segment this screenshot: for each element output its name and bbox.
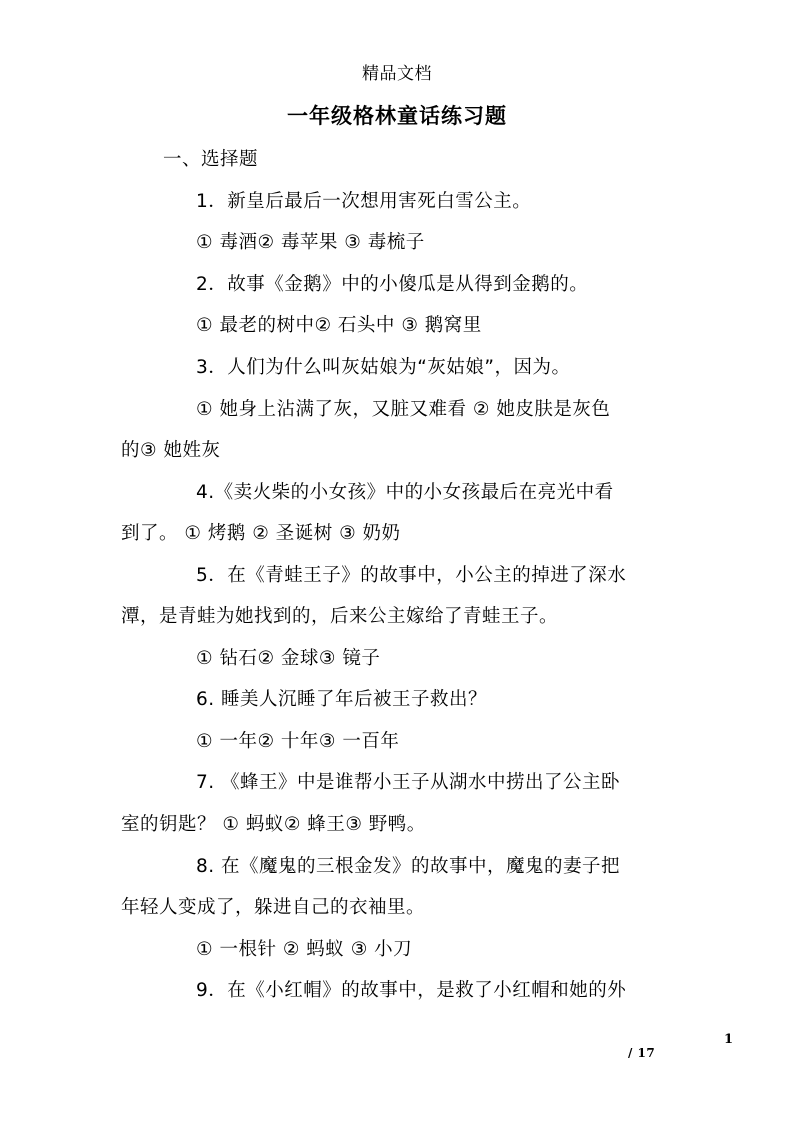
question-3-options-line-2: 的③ 她姓灰	[121, 440, 221, 461]
question-4-line-1: 4.《卖火柴的小女孩》中的小女孩最后在亮光中看	[196, 482, 614, 503]
page-number: 1	[724, 1032, 734, 1047]
question-5-options: ① 钻石② 金球③ 镜子	[196, 648, 381, 669]
question-8-line-2: 年轻人变成了，躲进自己的衣袖里。	[121, 897, 426, 918]
question-3: 3．人们为什么叫灰姑娘为“灰姑娘”，因为。	[196, 357, 571, 378]
question-9-line-1: 9．在《小红帽》的故事中，是救了小红帽和她的外	[196, 980, 627, 1001]
question-3-options-line-1: ① 她身上沾满了灰，又脏又难看 ② 她皮肤是灰色	[196, 399, 611, 420]
question-1-options: ① 毒酒② 毒苹果 ③ 毒梳子	[196, 232, 425, 253]
document-title: 一年级格林童话练习题	[287, 103, 507, 128]
page-total: / 17	[628, 1046, 656, 1060]
question-2-options: ① 最老的树中② 石头中 ③ 鹅窝里	[196, 315, 482, 336]
question-2: 2．故事《金鹅》中的小傻瓜是从得到金鹅的。	[196, 274, 589, 295]
question-6-options: ① 一年② 十年③ 一百年	[196, 731, 400, 752]
page-header: 精品文档	[362, 64, 432, 84]
question-5-line-1: 5．在《青蛙王子》的故事中，小公主的掉进了深水	[196, 565, 627, 586]
question-5-line-2: 潭，是青蛙为她找到的，后来公主嫁给了青蛙王子。	[121, 606, 559, 627]
question-6: 6. 睡美人沉睡了年后被王子救出？	[196, 689, 488, 710]
question-4-line-2: 到了。 ① 烤鹅 ② 圣诞树 ③ 奶奶	[121, 523, 401, 544]
question-1: 1．新皇后最后一次想用害死白雪公主。	[196, 191, 532, 212]
question-8-options: ① 一根针 ② 蚂蚁 ③ 小刀	[196, 939, 413, 960]
question-7-line-1: 7. 《蜂王》中是谁帮小王子从湖水中捞出了公主卧	[196, 772, 621, 793]
question-7-line-2: 室的钥匙？ ① 蚂蚁② 蜂王③ 野鸭。	[121, 814, 426, 835]
section-heading: 一、选择题	[163, 149, 259, 170]
question-8-line-1: 8. 在《魔鬼的三根金发》的故事中，魔鬼的妻子把	[196, 856, 621, 877]
